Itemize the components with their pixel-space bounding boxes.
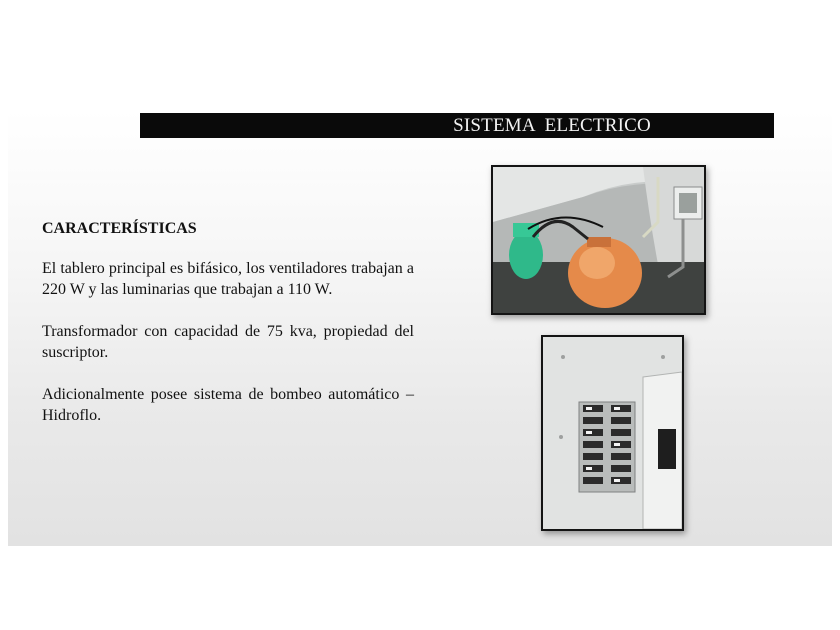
- slide-title: SISTEMA ELECTRICO: [453, 114, 651, 136]
- text-column: [42, 218, 414, 447]
- photo-hydro-tank: [491, 165, 706, 315]
- paragraph-bombeo: Adicionalmente posee sistema de bombeo automático – Hidroflo.: [42, 386, 414, 424]
- section-heading: CARACTERÍSTICAS: [42, 220, 197, 237]
- photo-breaker-panel: [541, 335, 684, 531]
- title-bar: [140, 113, 774, 138]
- breaker-panel-image: [543, 337, 682, 529]
- paragraph-transformador: Transformador con capacidad de 75 kva, propiedad del suscriptor.: [42, 323, 414, 361]
- hydro-tank-image: [493, 167, 704, 313]
- paragraph-tablero: El tablero principal es bifásico, los ventiladores trabajan a 220 W y las luminarias que trabajan a 110 W.: [42, 260, 414, 298]
